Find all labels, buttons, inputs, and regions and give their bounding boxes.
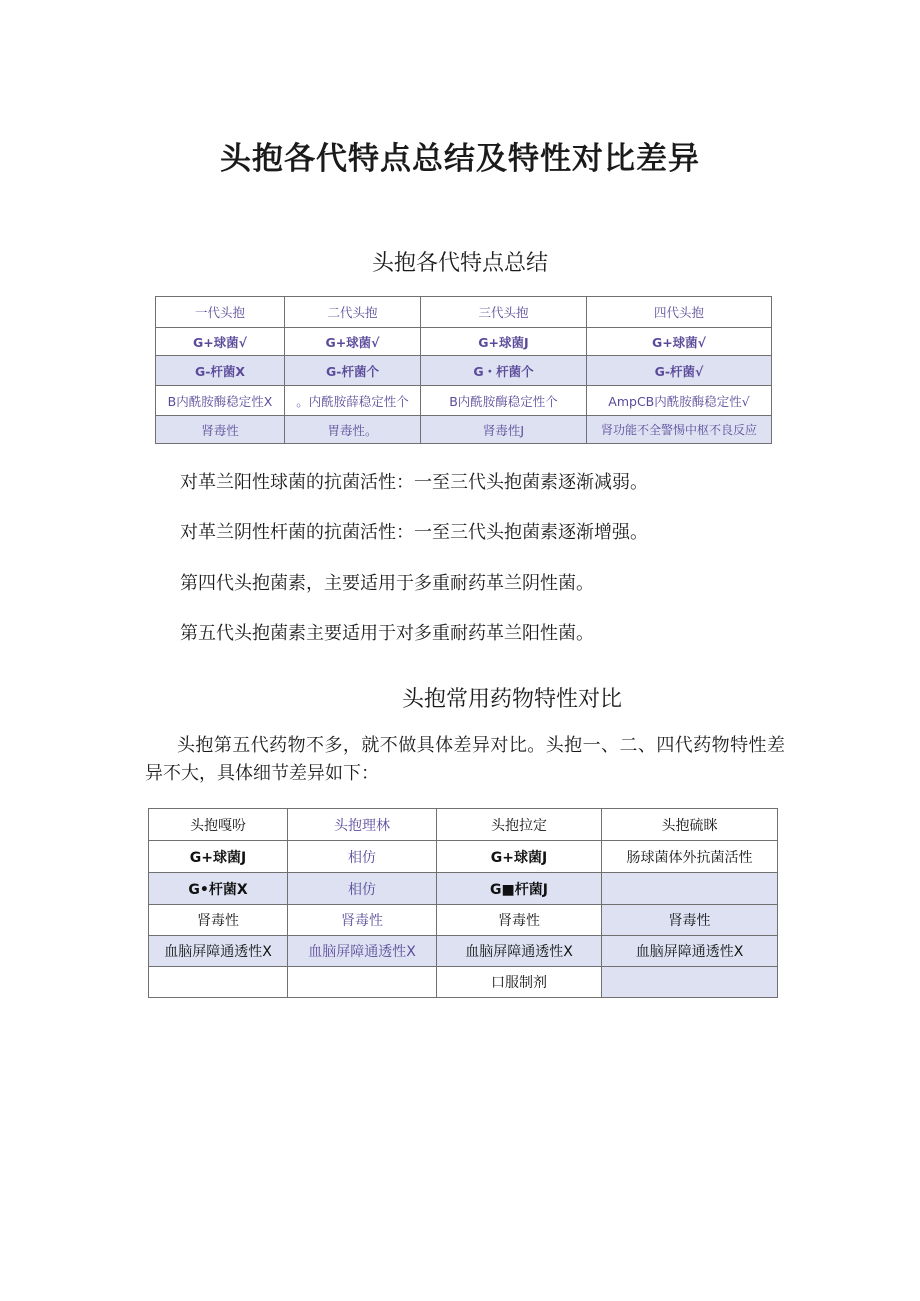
- table-cell: 头抱嘎吩: [149, 809, 288, 841]
- table-cell: G■杆菌J: [437, 873, 602, 905]
- table-cell: [288, 967, 437, 998]
- table-row: [149, 873, 778, 905]
- table-cell: G-杆菌个: [285, 356, 421, 386]
- table-cell: G+球菌√: [587, 328, 772, 356]
- table-cell: B内酰胺酶稳定性个: [421, 386, 587, 416]
- paragraph: 第五代头抱菌素主要适用于对多重耐药革兰阳性菌。: [180, 623, 594, 644]
- table-cell: 肾毒性J: [421, 416, 587, 444]
- table-cell: [602, 967, 778, 998]
- table-cell: AmpCB内酰胺酶稳定性√: [587, 386, 772, 416]
- table-cell: G+球菌√: [285, 328, 421, 356]
- table-cell: 头抱理林: [288, 809, 437, 841]
- table-cell: 肾功能不全警惕中枢不良反应: [587, 416, 772, 444]
- table-cell: 一代头抱: [156, 297, 285, 328]
- table-row: [156, 416, 772, 444]
- table-cell: G•杆菌X: [149, 873, 288, 905]
- table-cell: 四代头抱: [587, 297, 772, 328]
- table-cell: 肾毒性: [288, 905, 437, 936]
- table-cell: G-杆菌X: [156, 356, 285, 386]
- table-cell: 三代头抱: [421, 297, 587, 328]
- table-row: [156, 297, 772, 328]
- table-row: [156, 386, 772, 416]
- table-row: [149, 905, 778, 936]
- table-cell: 。内酰胺薛稳定性个: [285, 386, 421, 416]
- table-cell: G+球菌J: [421, 328, 587, 356]
- section-heading-comparison: 头抱常用药物特性对比: [401, 687, 622, 712]
- table-row: [156, 328, 772, 356]
- table-cell: 肠球菌体外抗菌活性: [602, 841, 778, 873]
- table-cell: [602, 873, 778, 905]
- table-cell: G+球菌J: [437, 841, 602, 873]
- table-cell: 头抱硫眯: [602, 809, 778, 841]
- table-cell: 肾毒性: [602, 905, 778, 936]
- table-cell: G-杆菌√: [587, 356, 772, 386]
- table-cell: 肾毒性: [156, 416, 285, 444]
- table-row: [149, 936, 778, 967]
- table-cell: G・杆菌个: [421, 356, 587, 386]
- table-row: [149, 967, 778, 998]
- table-cell: 相仿: [288, 841, 437, 873]
- paragraph: 第四代头抱菌素，主要适用于多重耐药革兰阴性菌。: [180, 573, 594, 594]
- document-title: 头抱各代特点总结及特性对比差异: [220, 141, 700, 177]
- table-cell: 血脑屏障通透性X: [437, 936, 602, 967]
- table-cell: G+球菌J: [149, 841, 288, 873]
- table-cell: 相仿: [288, 873, 437, 905]
- intro-paragraph: 头抱第五代药物不多，就不做具体差异对比。头抱一、二、四代药物特性差异不大，具体细节差异如下：: [145, 735, 785, 784]
- paragraph: 对革兰阴性杆菌的抗菌活性：一至三代头抱菌素逐渐增强。: [180, 522, 648, 543]
- table-cell: B内酰胺酶稳定性X: [156, 386, 285, 416]
- table-row: [149, 841, 778, 873]
- table-cell: 肾毒性: [149, 905, 288, 936]
- table-cell: 肾毒性: [437, 905, 602, 936]
- table-cell: [149, 967, 288, 998]
- generation-summary-table: [155, 296, 772, 444]
- table-row: [149, 809, 778, 841]
- table-cell: 头抱拉定: [437, 809, 602, 841]
- table-cell: 血脑屏障通透性X: [602, 936, 778, 967]
- table-cell: 胃毒性。: [285, 416, 421, 444]
- table-cell: 血脑屏障通透性X: [288, 936, 437, 967]
- paragraph: 对革兰阳性球菌的抗菌活性：一至三代头抱菌素逐渐减弱。: [180, 472, 648, 493]
- table-cell: 二代头抱: [285, 297, 421, 328]
- table-cell: 血脑屏障通透性X: [149, 936, 288, 967]
- drug-comparison-table: [148, 808, 778, 998]
- table-row: [156, 356, 772, 386]
- section-heading-summary: 头抱各代特点总结: [371, 251, 548, 276]
- table-cell: G+球菌√: [156, 328, 285, 356]
- table-cell: 口服制剂: [437, 967, 602, 998]
